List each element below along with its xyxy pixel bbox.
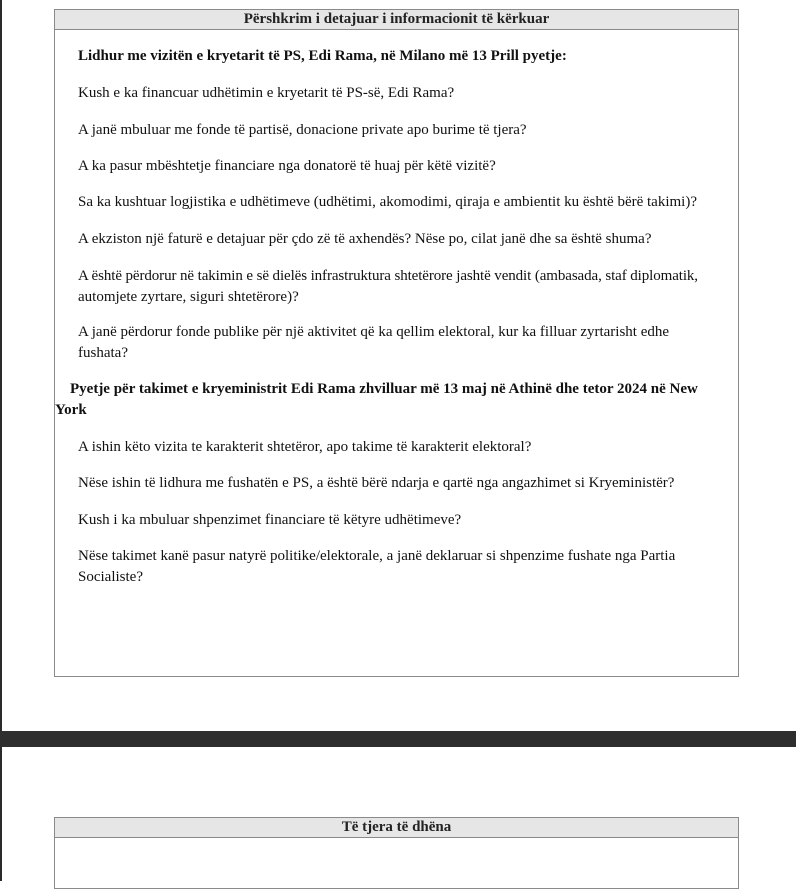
question-11-line-2: Socialiste?	[78, 569, 143, 585]
milano-heading: Lidhur me vizitën e kryetarit të PS, Edi Rama, në Milano më 13 Prill pyetje:	[78, 48, 567, 64]
question-7-line-2: fushata?	[78, 345, 128, 361]
description-section	[54, 9, 739, 677]
question-11-line-1: Nëse takimet kanë pasur natyrë politike/elektorale, a janë deklaruar si shpenzime fushate nga Partia	[78, 548, 676, 564]
page-left-edge	[0, 0, 2, 881]
page-separator	[0, 731, 796, 747]
description-section-title: Përshkrim i detajuar i informacionit të kërkuar	[55, 10, 738, 30]
question-10: Kush i ka mbuluar shpenzimet financiare të këtyre udhëtimeve?	[78, 512, 462, 528]
other-data-section-title: Të tjera të dhëna	[55, 818, 738, 838]
athens-newyork-heading-line-2: York	[55, 402, 87, 418]
question-1: Kush e ka financuar udhëtimin e kryetarit të PS-së, Edi Rama?	[78, 85, 455, 101]
other-data-section	[54, 817, 739, 889]
question-4: Sa ka kushtuar logjistika e udhëtimeve (udhëtimi, akomodimi, qiraja e ambientit ku është bërë takimi)?	[78, 194, 697, 210]
question-2: A janë mbuluar me fonde të partisë, donacione private apo burime të tjera?	[78, 122, 527, 138]
question-6-line-2: automjete zyrtare, siguri shtetërore)?	[78, 289, 299, 305]
question-8: A ishin këto vizita te karakterit shtetëror, apo takime të karakterit elektoral?	[78, 439, 532, 455]
question-5: A ekziston një faturë e detajuar për çdo zë të axhendës? Nëse po, cilat janë dhe sa është shuma?	[78, 231, 652, 247]
question-7-line-1: A janë përdorur fonde publike për një aktivitet që ka qellim elektoral, kur ka filluar zyrtarisht edhe	[78, 324, 670, 340]
question-6-line-1: A është përdorur në takimin e së dielës infrastruktura shtetërore jashtë vendit (ambasada, staf diplomatik,	[78, 268, 698, 284]
question-9: Nëse ishin të lidhura me fushatën e PS, a është bërë ndarja e qartë nga angazhimet si Kryeministër?	[78, 475, 675, 491]
athens-newyork-heading-line-1: Pyetje për takimet e kryeministrit Edi Rama zhvilluar më 13 maj në Athinë dhe tetor 2024 në New	[70, 381, 698, 397]
question-3: A ka pasur mbështetje financiare nga donatorë të huaj për këtë vizitë?	[78, 158, 496, 174]
